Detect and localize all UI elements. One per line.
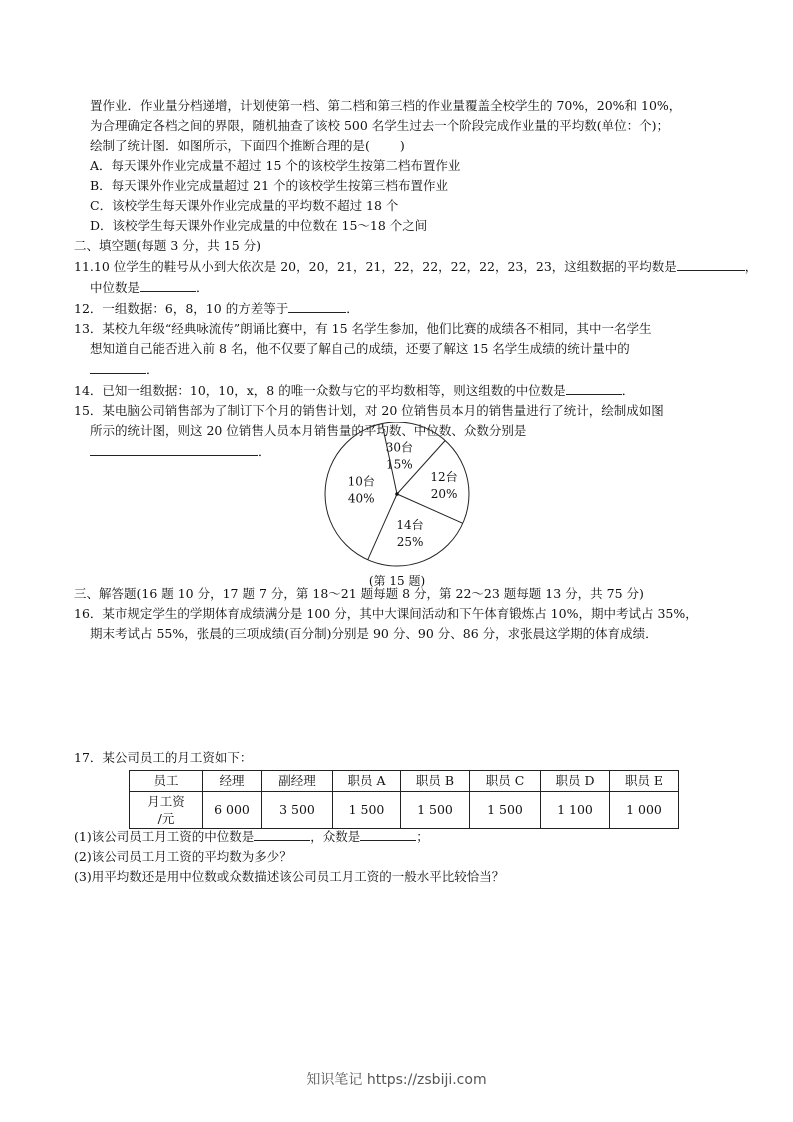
table-header: 经理 [203,771,262,792]
q10-prompt: 绘制了统计图．如图所示，下面四个推断合理的是( [90,138,370,153]
q17-p1-semicolon: ； [416,829,429,844]
table-cell: 1 100 [541,792,610,829]
q17-p1-text: (1)该公司员工月工资的中位数是 [74,829,255,844]
question-11-line-2 [74,277,724,298]
q10-paren-close: ) [399,138,405,153]
question-17-parts [74,826,724,887]
pie-center [395,492,399,496]
question-16-line-2: 期末考试占 55%，张晨的三项成绩(百分制)分别是 90 分、90 分、86 分，求张晨这学期的体育成绩． [90,626,658,641]
answer-blank [566,380,622,395]
table-cell: 1 500 [401,792,470,829]
question-11 [74,256,758,277]
q12-text: 12．一组数据：6，8，10 的方差等于 [74,301,289,316]
pie-slice-percent: 20% [430,486,458,501]
q17-part-3: (3)用平均数还是用中位数或众数描述该公司员工月工资的一般水平比较恰当？ [74,869,505,884]
q10-option-c: C．该校学生每天课外作业完成量的平均数不超过 18 个 [90,198,399,213]
answer-blank [90,359,146,374]
answer-blank [254,826,310,841]
pie-slice-label: 30台 [385,440,413,455]
row-label-line-1: 月工资 [147,794,185,809]
q11-period: ． [196,280,209,295]
footer-watermark: 知识笔记 https://zsbiji.com [306,1072,487,1088]
pie-svg [320,422,472,592]
q10-option-b: B．每天课外作业完成量超过 21 个的该校学生按第三档布置作业 [90,178,449,193]
table-header: 职员 C [470,771,541,792]
table-row [130,792,679,829]
q17-part-2: (2)该公司员工月工资的平均数为多少？ [74,849,292,864]
row-label-line-2: /元 [157,811,175,826]
answer-blank [360,826,416,841]
table-cell: 3 500 [262,792,333,829]
question-15: 15．某电脑公司销售部为了制订下个月的销售计划，对 20 位销售员本月的销售量进行了统计，绘制成如图 [74,403,664,418]
q10-option-a: A．每天课外作业完成量不超过 15 个的该校学生按第二档布置作业 [90,158,461,173]
answer-blank [288,298,346,313]
pie-slice-percent: 25% [396,535,424,550]
q10-option-d: D．该校学生每天课外作业完成量的中位数在 15～18 个之间 [90,218,428,233]
q17-intro-text: 17．某公司员工的月工资如下： [74,750,253,765]
pie-slice-label: 10台 [347,474,375,489]
question-10-continued [74,96,724,236]
table-header: 职员 A [333,771,401,792]
q11-median-text: 中位数是 [90,280,141,295]
q10-line-1: 置作业．作业量分档递增，计划使第一档、第二档和第三档的作业量覆盖全校学生的 70%，20%和 10%， [90,98,682,113]
table-cell: 1 500 [470,792,541,829]
wage-table [129,770,679,829]
question-12 [74,298,724,319]
q14-text: 14．已知一组数据：10，10，x，8 的唯一众数与它的平均数相等，则这组数的中位数是 [74,383,566,398]
q11-comma: ， [744,259,758,274]
question-15-line-2: 所示的统计图，则这 20 位销售人员本月销售量的平均数、中位数、众数分别是 [90,423,527,438]
table-header: 员工 [130,771,203,792]
table-header: 职员 B [401,771,470,792]
sales-pie-chart [320,422,472,592]
section-3-heading: 三、解答题(16 题 10 分，17 题 7 分，第 18～21 题每题 8 分，第 22～23 题每题 13 分，共 75 分) [74,586,644,601]
q13-period: ． [146,362,159,377]
table-cell: 1 500 [333,792,401,829]
question-13: 13．某校九年级“经典咏流传”朗诵比赛中，有 15 名学生参加，他们比赛的成绩各不相同，其中一名学生 [74,321,652,336]
question-17-intro [74,748,724,768]
pie-slice-percent: 15% [386,457,413,472]
q11-text: 11.10 位学生的鞋号从小到大依次是 20，20，21，21，22，22，22，22，23，23，这组数据的平均数是 [74,259,677,274]
answer-blank [90,441,258,456]
q10-line-3 [74,136,724,156]
q12-period: ． [346,301,359,316]
q15-period: ． [258,444,271,459]
q17-part-1 [74,826,724,847]
question-16: 16．某市规定学生的学期体育成绩满分是 100 分，其中大课间活动和下午体育锻炼占 10%，期中考试占 35%， [74,606,698,621]
table-header: 副经理 [262,771,333,792]
q17-p1-mode: ，众数是 [310,829,361,844]
answer-blank [677,256,745,271]
table-header: 职员 D [541,771,610,792]
question-13-line-3 [74,359,724,380]
answer-blank [140,277,196,292]
section-2-heading: 二、填空题(每题 3 分，共 15 分) [74,238,262,253]
question-13-line-2: 想知道自己能否进入前 8 名，他不仅要了解自己的成绩，还要了解这 15 名学生成绩的统计量中的 [90,341,630,356]
table-header: 职员 E [610,771,679,792]
row-label [130,792,203,829]
table-cell: 6 000 [203,792,262,829]
table-cell: 1 000 [610,792,679,829]
pie-slice-label: 12台 [430,469,458,484]
question-14 [74,380,724,401]
q10-line-2: 为合理确定各档之间的界限，随机抽查了该校 500 名学生过去一个阶段完成作业量的平均数(单位：个)； [90,118,670,133]
q14-period: ． [621,383,635,398]
pie-slice-label: 14台 [396,518,424,533]
answer-section [74,584,724,644]
chart-caption: (第 15 题) [368,574,426,588]
pie-slice-percent: 40% [347,491,375,506]
table-header-row [130,771,679,792]
